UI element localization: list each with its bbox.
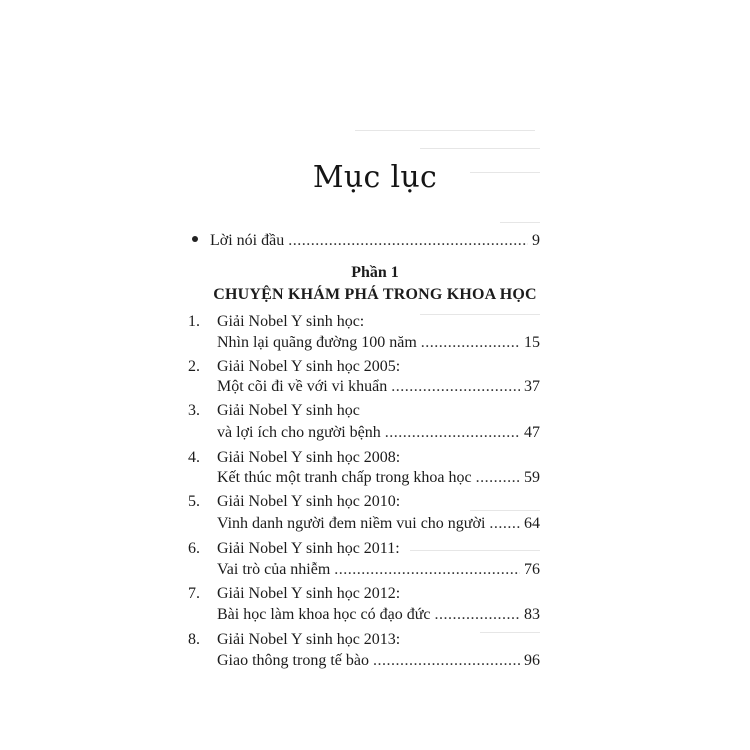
- entry-title-line1: Giải Nobel Y sinh học:: [217, 313, 365, 330]
- bullet-icon: [192, 236, 198, 242]
- part-title: CHUYỆN KHÁM PHÁ TRONG KHOA HỌC: [213, 286, 537, 303]
- page-title: Mục lục: [312, 160, 438, 195]
- show-through-line: [480, 632, 540, 633]
- page-number: 47: [524, 424, 540, 441]
- show-through-line: [355, 130, 535, 131]
- entry-title-line1: Giải Nobel Y sinh học 2011:: [217, 540, 400, 557]
- entry-title-line2-row: [217, 557, 540, 579]
- dot-leader: [288, 232, 528, 250]
- entry-title-line2: Kết thúc một tranh chấp trong khoa học: [217, 469, 472, 486]
- entry-title-line2-row: [217, 374, 540, 396]
- entry-title: Lời nói đầu: [210, 232, 285, 249]
- entry-title-line2: Vai trò của nhiễm: [217, 561, 331, 578]
- entry-title-line1: Giải Nobel Y sinh học 2005:: [217, 358, 401, 375]
- dot-leader: [476, 469, 520, 487]
- entry-title-line2: Giao thông trong tế bào: [217, 652, 369, 669]
- entry-title-line1: Giải Nobel Y sinh học 2013:: [217, 631, 401, 648]
- entry-number: 6.: [188, 540, 200, 557]
- entry-title-line2: Nhìn lại quãng đường 100 năm: [217, 334, 417, 351]
- entry-title-line2-row: [217, 330, 540, 352]
- page-number: 96: [524, 652, 540, 669]
- dot-leader: [385, 424, 520, 442]
- entry-title-line2-row: [217, 465, 540, 487]
- part-number: Phần 1: [351, 264, 399, 281]
- entry-title-line2: Vinh danh người đem niềm vui cho người: [217, 515, 486, 532]
- dot-leader: [489, 515, 520, 533]
- entry-title-line1: Giải Nobel Y sinh học 2010:: [217, 493, 401, 510]
- entry-number: 3.: [188, 402, 200, 419]
- page-number: 76: [524, 561, 540, 578]
- toc-entry-foreword[interactable]: [210, 228, 540, 250]
- entry-title-line1: Giải Nobel Y sinh học: [217, 402, 360, 419]
- entry-title-line2-row: [217, 648, 540, 670]
- entry-title-line2-row: [217, 511, 540, 533]
- entry-number: 5.: [188, 493, 200, 510]
- page-number: 9: [532, 232, 540, 249]
- entry-title-line2: Một cõi đi về với vi khuẩn: [217, 378, 388, 395]
- entry-number: 8.: [188, 631, 200, 648]
- page-number: 64: [524, 515, 540, 532]
- entry-title-line2: và lợi ích cho người bệnh: [217, 424, 381, 441]
- dot-leader: [435, 606, 521, 624]
- show-through-line: [500, 222, 540, 223]
- entry-number: 1.: [188, 313, 200, 330]
- show-through-line: [410, 550, 540, 551]
- show-through-line: [420, 148, 540, 149]
- page-number: 37: [524, 378, 540, 395]
- entry-number: 2.: [188, 358, 200, 375]
- page-number: 59: [524, 469, 540, 486]
- entry-title-line2-row: [217, 602, 540, 624]
- page-number: 83: [524, 606, 540, 623]
- entry-title-line2-row: [217, 420, 540, 442]
- dot-leader: [373, 652, 520, 670]
- entry-number: 4.: [188, 449, 200, 466]
- dot-leader: [334, 561, 520, 579]
- entry-number: 7.: [188, 585, 200, 602]
- entry-title-line1: Giải Nobel Y sinh học 2008:: [217, 449, 401, 466]
- show-through-line: [420, 314, 540, 315]
- entry-title-line1: Giải Nobel Y sinh học 2012:: [217, 585, 401, 602]
- entry-title-line2: Bài học làm khoa học có đạo đức: [217, 606, 431, 623]
- page-number: 15: [524, 334, 540, 351]
- dot-leader: [391, 378, 520, 396]
- dot-leader: [421, 334, 520, 352]
